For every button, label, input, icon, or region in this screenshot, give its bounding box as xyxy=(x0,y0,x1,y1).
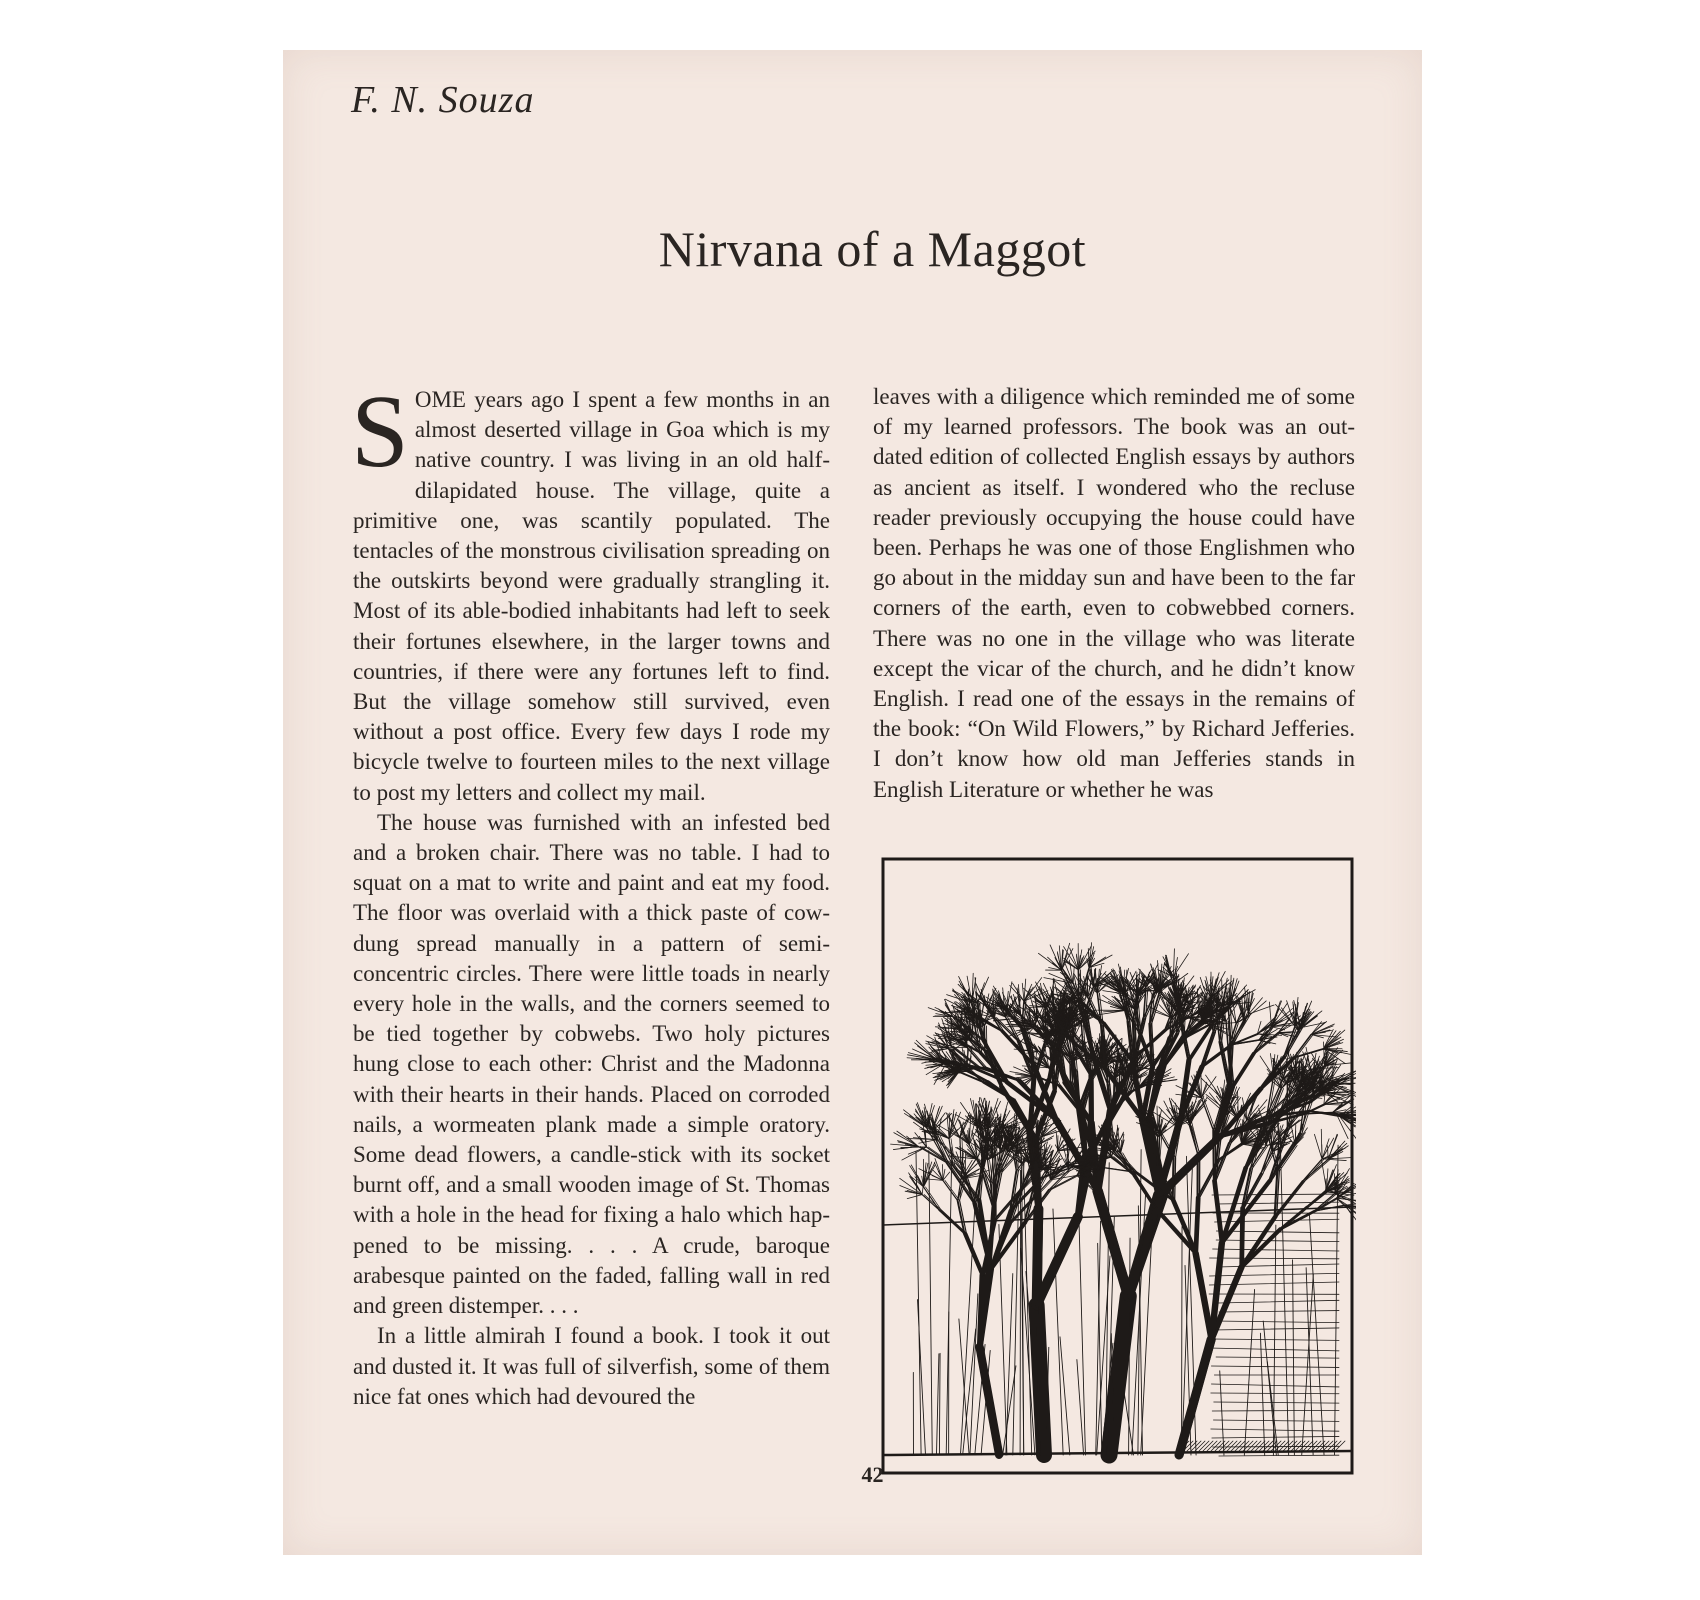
paragraph-1 xyxy=(351,374,830,808)
paragraph-3: In a little almirah I found a book. I took it out and dusted it. It was full of silverfish, some of them nice fat ones which had devoured the xyxy=(353,1323,830,1409)
opening-small-caps: OME xyxy=(414,387,466,412)
book-page xyxy=(283,50,1422,1555)
right-column xyxy=(873,382,1355,805)
author-name: F. N. Souza xyxy=(351,79,535,121)
paragraph-2: The house was furnished with an infested bed and a broken chair. There was no table. I had to squat on a mat to write and paint and eat my food. The floor was overlaid with a thick paste of cow-dung spread manually in a pattern of semi-concentric circles. There were little toads in nearly every hole in the walls, and the corners seemed to be tied together by cobwebs. Two holy pictures hung close to each other: Christ and the Madonna with their hearts in their hands. Placed on corroded nails, a wormeaten plank made a simple oratory. Some dead flowers, a candle-stick with its socket burnt off, and a small wooden image of St. Thomas with a hole in the head for fixing a halo which happened to be missing. . . . A crude, baroque arabesque painted on the faded, falling wall in red and green distemper. . . . xyxy=(353,809,830,1319)
paragraph-4: leaves with a diligence which reminded me of some of my learned professors. The book was an out-dated edition of collected English essays by authors as ancient as itself. I wondered who the recluse reader previously occupying the house could have been. Perhaps he was one of those Englishmen who go about in the midday sun and have been to the far corners of the earth, even to cobwebbed corners. There was no one in the village who was literate except the vicar of the church, and he didn’t know English. I read one of the essays in the remains of the book: “On Wild Flowers,” by Richard Jefferies. I don’t know how old man Jefferies stands in English Literature or whether he was xyxy=(873,384,1355,802)
page-number: 42 xyxy=(861,1462,884,1487)
tree-illustration-svg xyxy=(879,855,1356,1477)
article-title: Nirvana of a Maggot xyxy=(658,221,1087,277)
tree-strokes xyxy=(891,943,1356,1456)
paragraph-1-text: years ago I spent a few months in an almost deserted village in Goa which is my native country. I was living in an old half-dilapidated house. The village, quite a primitive one, was scantily populated. The tentacles of the monstrous civilisation spreading on the outskirts beyond were gradually strangling it. Most of its able-bodied inhabitants had left to seek their fortunes elsewhere, in the larger towns and countries, if there were any fortunes left to find. But the village somehow still survived, even without a post office. Every few days I rode my bicycle twelve to fourteen miles to the next village to post my letters and collect my mail. xyxy=(353,387,830,805)
tree-sketch-icon xyxy=(879,855,1356,1477)
left-column xyxy=(351,374,830,1412)
drop-cap: S xyxy=(351,374,409,489)
